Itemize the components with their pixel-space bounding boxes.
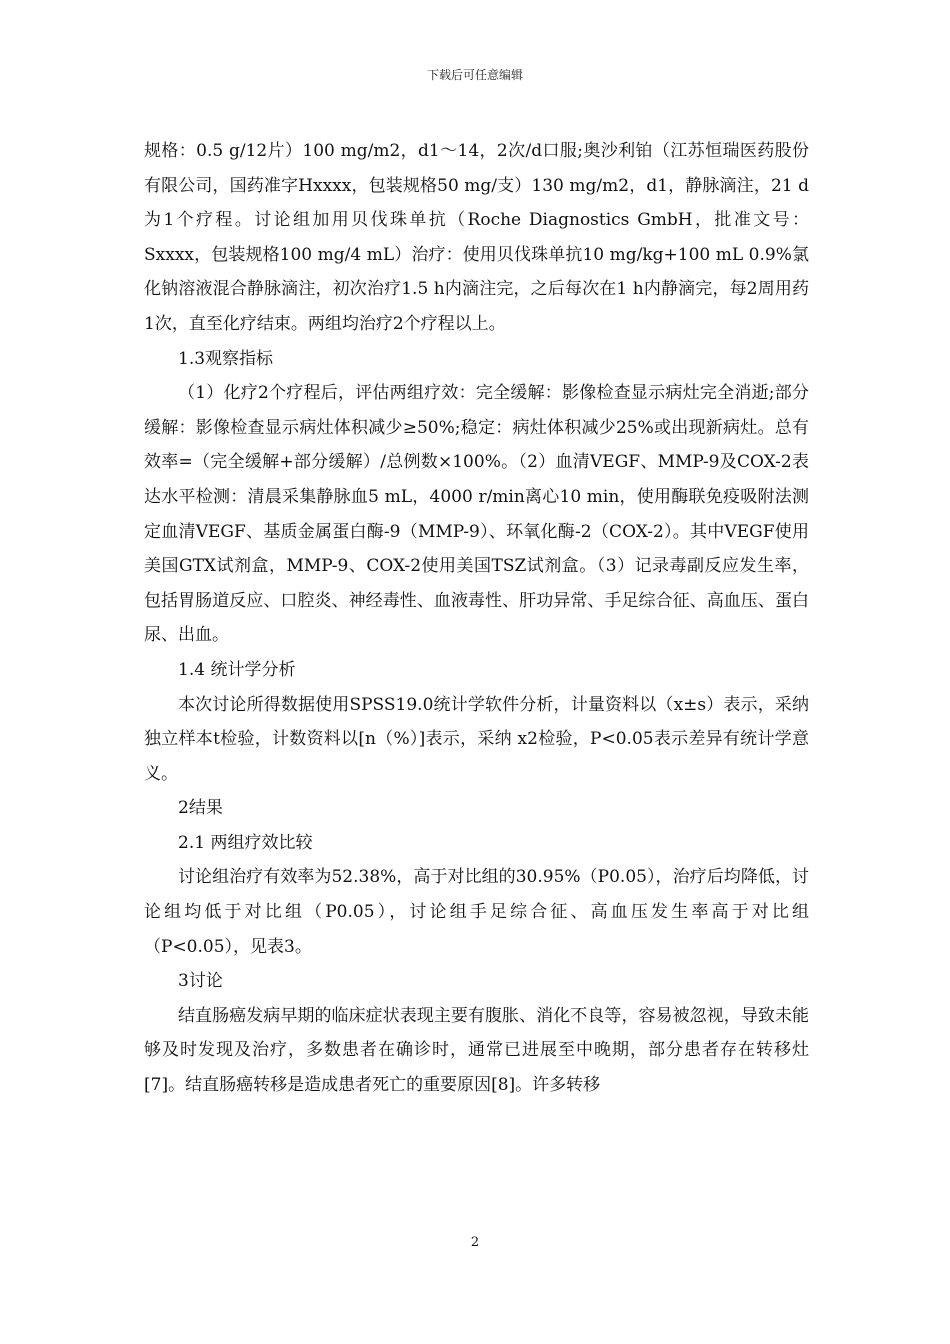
section-heading-3: 3讨论 [178,971,223,992]
page-number: 2 [470,1235,480,1250]
paragraph-efficacy-comparison: 讨论组治疗有效率为52.38%，高于对比组的30.95%（P0.05），治疗后均降低，讨论组均低于对比组（P0.05），讨论组手足综合征、高血压发生率高于对比组（P<0.05），见表3。 [144,867,809,957]
paragraph-discussion: 结直肠癌发病早期的临床症状表现主要有腹胀、消化不良等，容易被忽视，导致未能够及时发现及治疗，多数患者在确诊时，通常已进展至中晚期，部分患者存在转移灶[7]。结直肠癌转移是造成患者死亡的重要原因[8]。许多转移 [144,1005,809,1096]
paragraph-drug-regimen: 规格：0.5 g/12片）100 mg/m2，d1～14，2次/d口服;奥沙利铂（江苏恒瑞医药股份有限公司，国药准字Hxxxx，包装规格50 mg/支）130 mg/m2，d1，静脉滴注，21 d为1个疗程。讨论组加用贝伐珠单抗（Roche Diagnostics GmbH，批准文号：Sxxxx，包装规格100 mg/4 mL）治疗：使用贝伐珠单抗10 mg/kg+100 mL 0.9%氯化钠溶液混合静脉滴注，初次治疗1.5 h内滴注完，之后每次在1 h内静滴完，每2周用药1次，直至化疗结束。两组均治疗2个疗程以上。 [144,141,809,334]
paragraph-statistics: 本次讨论所得数据使用SPSS19.0统计学软件分析，计量资料以（x±s）表示，采纳独立样本t检验，计数资料以[n（%）]表示，采纳 x2检验，P<0.05表示差异有统计学意义。 [144,694,809,784]
page-header: 下载后可任意编辑 [426,68,523,82]
paragraph-observation-indicators: （1）化疗2个疗程后，评估两组疗效：完全缓解：影像检查显示病灶完全消逝;部分缓解：影像检查显示病灶体积减少≥50%;稳定：病灶体积减少25%或出现新病灶。总有效率=（完全缓解+部分缓解）/总例数×100%。（2）血清VEGF、MMP-9及COX-2表达水平检测：清晨采集静脉血5 mL，4000 r/min离心10 min，使用酶联免疫吸附法测定血清VEGF、基质金属蛋白酶-9（MMP-9）、环氧化酶-2（COX-2）。其中VEGF使用美国GTX试剂盒，MMP-9、COX-2使用美国TSZ试剂盒。（3）记录毒副反应发生率，包括胃肠道反应、口腔炎、神经毒性、血液毒性、肝功异常、手足综合征、高血压、蛋白尿、出血。 [144,383,809,646]
section-heading-1-3: 1.3观察指标 [178,348,274,369]
document-body [144,134,809,1103]
section-heading-1-4: 1.4 统计学分析 [178,659,296,680]
section-heading-2: 2结果 [178,798,223,819]
section-heading-2-1: 2.1 两组疗效比较 [178,832,313,853]
